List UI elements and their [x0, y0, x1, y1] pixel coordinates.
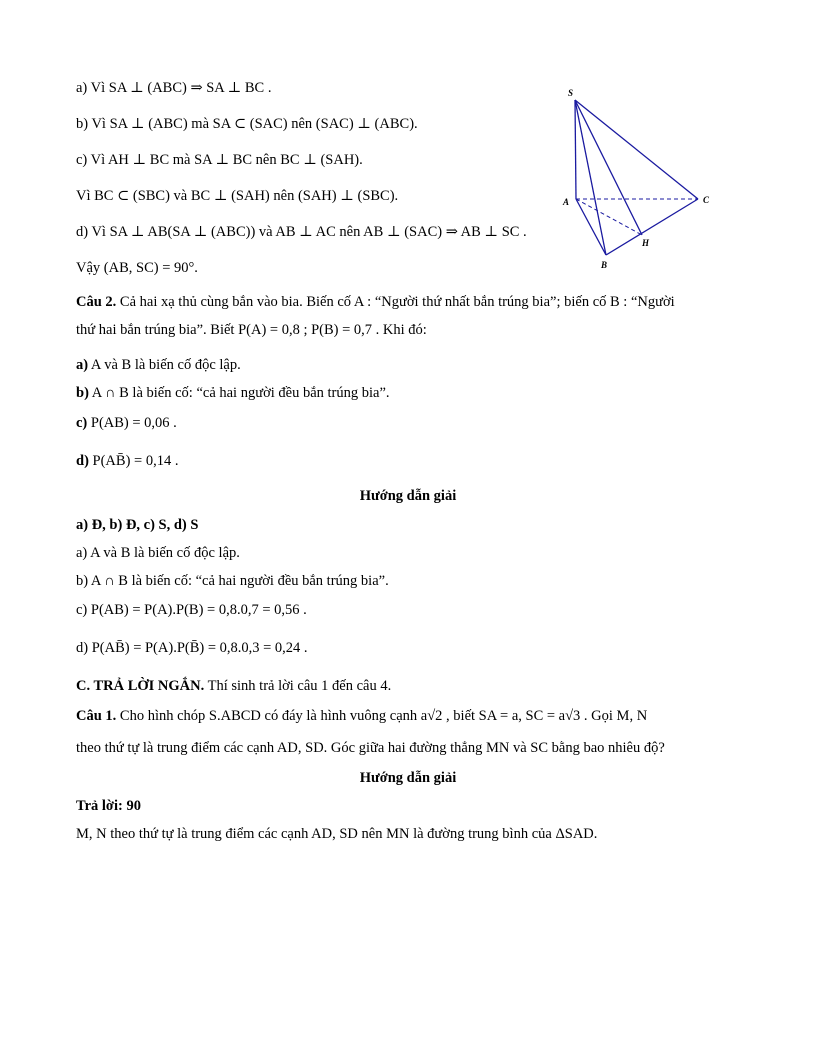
guide-title-2: Hướng dẫn giải	[359, 770, 457, 786]
label-c: C	[703, 195, 710, 205]
q2-option-a-text: A và B là biến cố độc lập.	[90, 357, 241, 373]
q2-option-c-label: c)	[76, 415, 88, 431]
q1-answer-text: M, N theo thứ tự là trung điểm các cạnh AD, SD nên MN là đường trung bình của ΔSAD.	[76, 826, 598, 842]
q2-option-d-text: P(AB̄) = 0,14 .	[92, 453, 179, 469]
q2-option-b	[76, 384, 390, 402]
q1-text-1: Cho hình chóp S.ABCD có đáy là hình vuông cạnh a√2 , biết SA = a, SC = a√3 . Gọi M, N	[119, 708, 648, 724]
edge-sb	[575, 100, 606, 255]
guide-title-1: Hướng dẫn giải	[359, 488, 457, 504]
edge-bc	[606, 199, 698, 255]
q2-option-a-label: a)	[76, 357, 89, 373]
q2-option-b-text: A ∩ B là biến cố: “cả hai người đều bắn trúng bia”.	[91, 385, 390, 401]
q2-line-2: thứ hai bắn trúng bia”. Biết P(A) = 0,8 ; P(B) = 0,7 . Khi đó:	[76, 322, 427, 338]
solution-line-a: a) Vì SA ⊥ (ABC) ⇒ SA ⊥ BC .	[76, 80, 272, 96]
pyramid-figure	[555, 84, 715, 274]
section-c-title: C. TRẢ LỜI NGẮN.	[76, 678, 205, 694]
section-c-heading	[76, 677, 391, 695]
q2-label: Câu 2.	[76, 294, 117, 310]
q2-option-d-label: d)	[76, 453, 89, 469]
q2-option-c	[76, 414, 177, 432]
solution-line-d: d) Vì SA ⊥ AB(SA ⊥ (ABC)) và AB ⊥ AC nên AB ⊥ (SAC) ⇒ AB ⊥ SC .	[76, 224, 527, 240]
label-h: H	[642, 238, 650, 248]
label-b: B	[601, 260, 608, 270]
label-a: A	[563, 197, 570, 207]
section-c-instruction: Thí sinh trả lời câu 1 đến câu 4.	[207, 678, 392, 694]
q1-line-2: theo thứ tự là trung điểm các cạnh AD, SD. Góc giữa hai đường thẳng MN và SC bằng bao nhiêu độ?	[76, 740, 665, 756]
q2-option-a	[76, 356, 241, 374]
q2-answer-summary: a) Đ, b) Đ, c) S, d) S	[76, 517, 199, 533]
solution-line-c: c) Vì AH ⊥ BC mà SA ⊥ BC nên BC ⊥ (SAH).	[76, 152, 363, 168]
q2-option-d	[76, 452, 178, 470]
q1-line-1	[76, 707, 647, 725]
solution-line-c2: Vì BC ⊂ (SBC) và BC ⊥ (SAH) nên (SAH) ⊥ (SBC).	[76, 188, 399, 204]
q2-text-1: Cả hai xạ thủ cùng bắn vào bia. Biến cố A : “Người thứ nhất bắn trúng bia”; biến cố B : “Người	[119, 294, 675, 310]
q2-answer-d: d) P(AB̄) = P(A).P(B̄) = 0,8.0,3 = 0,24 .	[76, 640, 308, 656]
q2-option-b-label: b)	[76, 385, 89, 401]
label-s: S	[568, 88, 574, 98]
solution-line-b: b) Vì SA ⊥ (ABC) mà SA ⊂ (SAC) nên (SAC) ⊥ (ABC).	[76, 116, 418, 132]
q2-answer-b: b) A ∩ B là biến cố: “cả hai người đều bắn trúng bia”.	[76, 573, 389, 589]
solution-conclusion: Vậy (AB, SC) = 90°.	[76, 260, 198, 276]
q2-line-1	[76, 293, 675, 311]
q2-option-c-text: P(AB) = 0,06 .	[90, 415, 177, 431]
q2-answer-c: c) P(AB) = P(A).P(B) = 0,8.0,7 = 0,56 .	[76, 602, 307, 618]
edge-sa	[575, 100, 576, 199]
q2-answer-a: a) A và B là biến cố độc lập.	[76, 545, 240, 561]
q1-label: Câu 1.	[76, 708, 117, 724]
q1-answer-label: Trả lời: 90	[76, 798, 141, 814]
edge-sc	[575, 100, 698, 199]
